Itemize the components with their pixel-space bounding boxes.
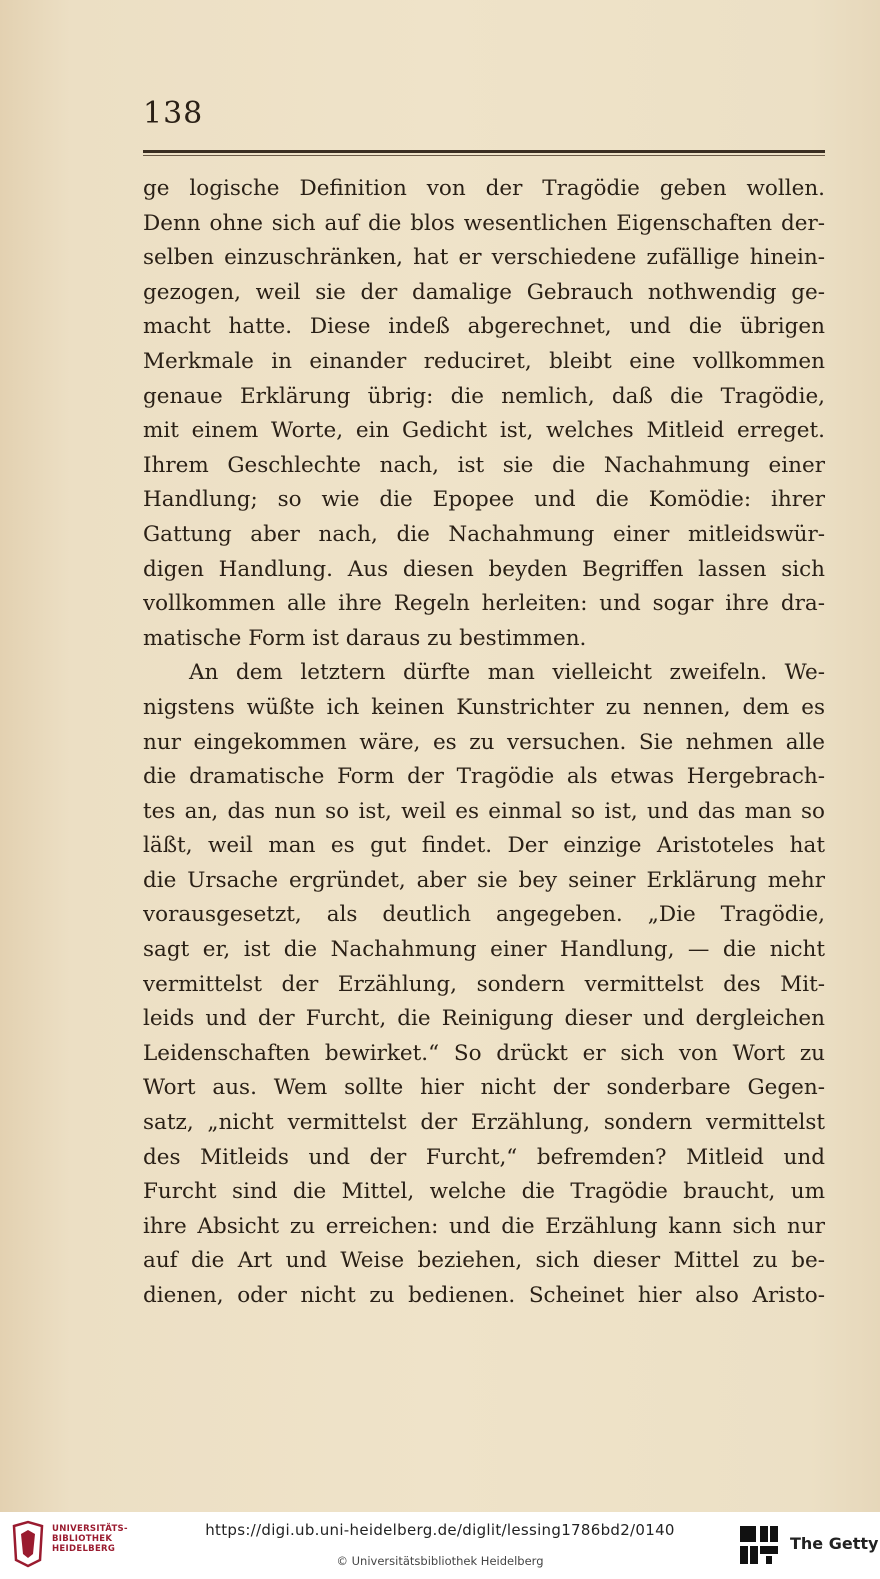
text-line: Leidenschaften bewirket.“ So drückt er sich von Wort zu [143, 1040, 825, 1066]
text-line: vollkommen alle ihre Regeln herleiten: und sogar ihre dra- [143, 591, 825, 617]
copyright-notice: © Universitätsbibliothek Heidelberg [336, 1554, 544, 1568]
text-line: Furcht sind die Mittel, welche die Tragödie braucht, um [143, 1179, 825, 1205]
text-line: Ihrem Geschlechte nach, ist sie die Nachahmung einer [143, 452, 825, 478]
text-line: digen Handlung. Aus diesen beyden Begriffen lassen sich [143, 556, 825, 582]
text-line: läßt, weil man es gut findet. Der einzige Aristoteles hat [143, 833, 825, 859]
text-line: sagt er, ist die Nachahmung einer Handlung, — die nicht [143, 937, 825, 963]
text-line: des Mitleids und der Furcht,“ befremden? Mitleid und [143, 1144, 825, 1170]
text-line: dienen, oder nicht zu bedienen. Scheinet hier also Aristo- [143, 1283, 825, 1308]
partner-name: The Getty [790, 1534, 879, 1553]
text-line: nur eingekommen wäre, es zu versuchen. Sie nehmen alle [143, 729, 825, 755]
text-line: satz, „nicht vermittelst der Erzählung, sondern vermittelst [143, 1110, 825, 1136]
text-line: gezogen, weil sie der damalige Gebrauch nothwendig ge- [143, 279, 825, 305]
body-text [143, 172, 825, 1314]
getty-logo-icon [738, 1524, 780, 1566]
text-line: auf die Art und Weise beziehen, sich dieser Mittel zu be- [143, 1248, 825, 1274]
text-line: Handlung; so wie die Epopee und die Komödie: ihrer [143, 487, 825, 513]
paragraph-start-line: An dem letztern dürfte man vielleicht zweifeln. We- [189, 660, 825, 686]
text-line: genaue Erklärung übrig: die nemlich, daß die Tragödie, [143, 383, 825, 409]
text-line: tes an, das nun so ist, weil es einmal so ist, und das man so [143, 798, 825, 824]
text-line: Wort aus. Wem sollte hier nicht der sonderbare Gegen- [143, 1075, 825, 1101]
header-rule [143, 150, 825, 153]
text-line: ge logische Definition von der Tragödie geben wollen. [143, 176, 825, 201]
permalink-url[interactable]: https://digi.ub.uni-heidelberg.de/diglit/lessing1786bd2/0140 [205, 1521, 675, 1539]
text-line: leids und der Furcht, die Reinigung dieser und dergleichen [143, 1006, 825, 1032]
text-line: mit einem Worte, ein Gedicht ist, welches Mitleid erreget. [143, 418, 825, 444]
text-line: vorausgesetzt, als deutlich angegeben. „Die Tragödie, [143, 902, 825, 928]
text-line: vermittelst der Erzählung, sondern vermittelst des Mit- [143, 971, 825, 997]
institution-name: UNIVERSITÄTS- BIBLIOTHEK HEIDELBERG [52, 1524, 128, 1554]
text-line: selben einzuschränken, hat er verschiedene zufällige hinein- [143, 245, 825, 271]
text-line: Denn ohne sich auf die blos wesentlichen Eigenschaften der- [143, 210, 825, 236]
text-line: nigstens wüßte ich keinen Kunstrichter zu nennen, dem es [143, 694, 825, 720]
text-line: die dramatische Form der Tragödie als etwas Hergebrach- [143, 764, 825, 790]
text-line: macht hatte. Diese indeß abgerechnet, und die übrigen [143, 314, 825, 340]
header-rule-thin [143, 155, 825, 156]
page-number: 138 [143, 96, 204, 131]
text-line: matische Form ist daraus zu bestimmen. [143, 625, 587, 651]
text-line: Merkmale in einander reduciret, bleibt eine vollkommen [143, 348, 825, 374]
text-line: die Ursache ergründet, aber sie bey seiner Erklärung mehr [143, 867, 825, 893]
viewer-footer [0, 1512, 880, 1579]
text-line: Gattung aber nach, die Nachahmung einer mitleidswür- [143, 521, 825, 547]
text-line: ihre Absicht zu erreichen: und die Erzählung kann sich nur [143, 1213, 825, 1239]
